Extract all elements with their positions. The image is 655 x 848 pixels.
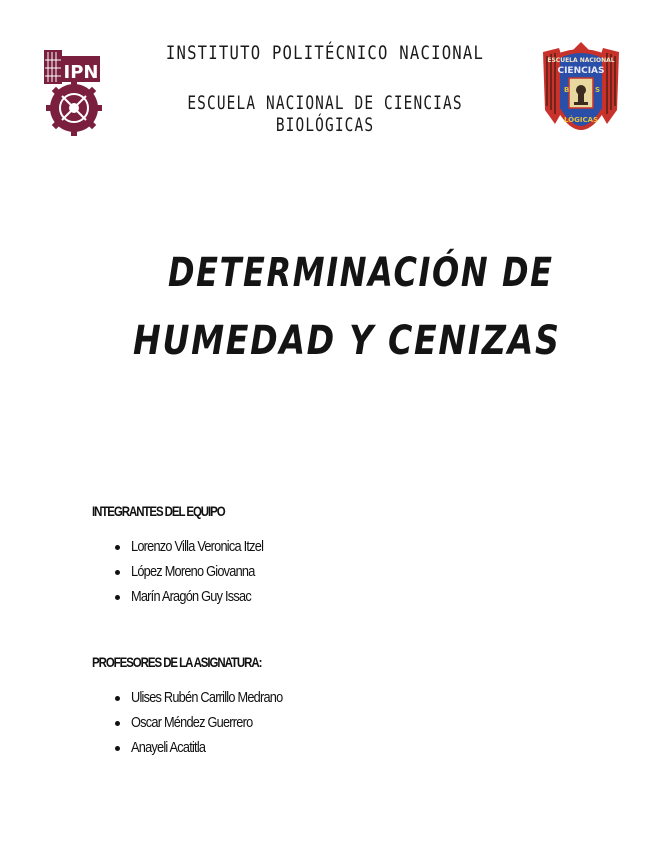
team-member-name: Lorenzo Villa Veronica Itzel [131,538,264,555]
svg-text:ESCUELA NACIONAL: ESCUELA NACIONAL [547,57,615,64]
team-member-name: López Moreno Giovanna [131,563,255,580]
team-member-name: Marín Aragón Guy Issac [131,588,251,605]
bullet-icon [115,696,120,701]
svg-text:B: B [564,86,570,94]
encb-logo-icon [541,40,621,132]
svg-text:LÓGICAS: LÓGICAS [563,116,599,124]
ipn-logo-icon [40,46,106,136]
bullet-icon [115,721,120,726]
bullet-icon [115,545,120,550]
svg-text:IPN: IPN [63,62,99,83]
bullet-icon [115,570,120,575]
professor-name: Anayeli Acatitla [131,739,206,756]
school-name: ESCUELA NACIONAL DE CIENCIAS BIOLÓGICAS [187,92,463,136]
svg-text:S: S [595,86,601,94]
professor-name: Ulises Rubén Carrillo Medrano [131,689,283,706]
document-title-line1: DETERMINACIÓN DE [168,250,554,296]
team-heading: INTEGRANTES DEL EQUIPO [92,503,225,519]
institution-name: INSTITUTO POLITÉCNICO NACIONAL [165,42,485,64]
professors-heading: PROFESORES DE LA ASIGNATURA: [92,654,262,670]
bullet-icon [115,746,120,751]
svg-text:CIENCIAS: CIENCIAS [557,66,605,76]
document-title-line2: HUMEDAD Y CENIZAS [133,318,561,364]
bullet-icon [115,595,120,600]
professor-name: Oscar Méndez Guerrero [131,714,253,731]
